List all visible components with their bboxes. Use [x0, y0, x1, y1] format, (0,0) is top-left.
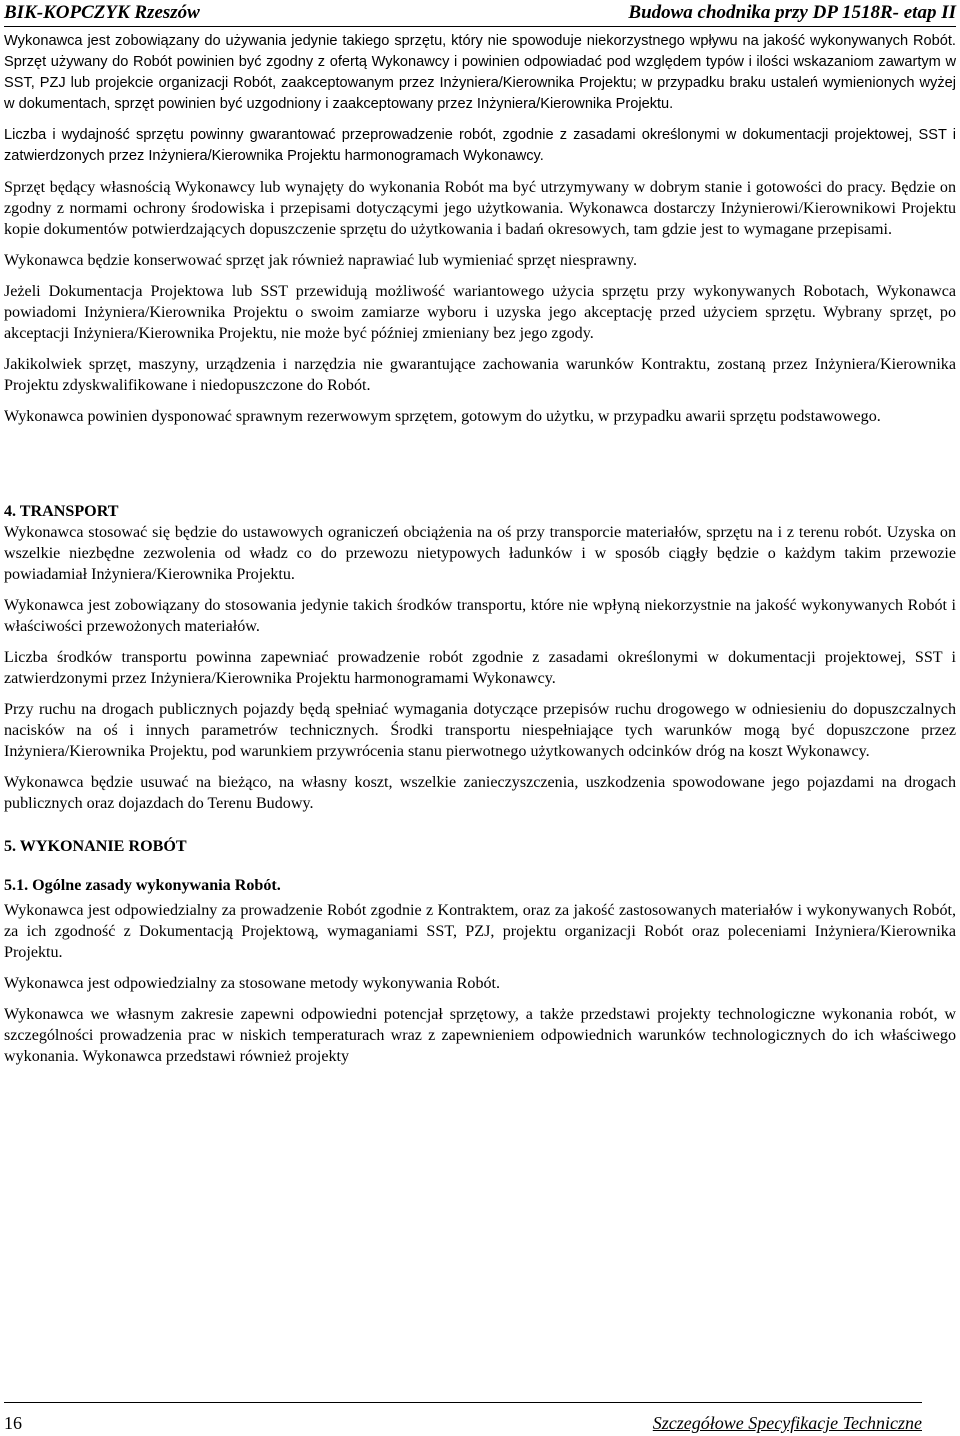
section-heading-execution: 5. WYKONANIE ROBÓT: [4, 838, 187, 855]
paragraph: Wykonawca powinien dysponować sprawnym rezerwowym sprzętem, gotowym do użytku, w przypadku awarii sprzętu podstawowego.: [4, 408, 881, 425]
paragraph: Jakikolwiek sprzęt, maszyny, urządzenia i narzędzia nie gwarantujące zachowania warunków Kontraktu, zostaną przez Inżyniera/Kierownika Projektu zdyskwalifikowane i niedopuszczone do Robót.: [4, 356, 956, 394]
page-content: [4, 31, 956, 1077]
paragraph: Wykonawca jest odpowiedzialny za prowadzenie Robót zgodnie z Kontraktem, oraz za jakość zastosowanych materiałów i wykonywanych Robót, za ich zgodność z Dokumentacją Projektową, wymaganiami SST, PZJ, projektu organizacji Robót oraz poleceniami Inżyniera/Kierownika Projektu.: [4, 902, 956, 961]
subsection-heading: 5.1. Ogólne zasady wykonywania Robót.: [4, 877, 281, 894]
paragraph: Przy ruchu na drogach publicznych pojazdy będą spełniać wymagania dotyczące przepisów ruchu drogowego w odniesieniu do dopuszczalnych nacisków na oś i innych parametrów technicznych. Środki transportu niespełniające tych warunków mogą być dopuszczone przez Inżyniera/Kierownika Projektu, pod warunkiem przywrócenia stanu pierwotnego użytkowanych odcinków dróg na koszt Wykonawcy.: [4, 701, 956, 760]
page-number: 16: [4, 1413, 22, 1433]
paragraph: Wykonawca jest zobowiązany do używania jedynie takiego sprzętu, który nie spowoduje niekorzystnego wpływu na jakość wykonywanych Robót. Sprzęt używany do Robót powinien być zgodny z ofertą Wykonawcy i powinien odpowiadać pod względem typów i ilości wskazaniom zawartym w SST, PZJ lub projekcie organizacji Robót, zaakceptowanym przez Inżyniera/Kierownika Projektu; w przypadku braku ustaleń wymienionych wyżej w dokumentach, sprzęt powinien być uzgodniony i zaakceptowany przez Inżyniera/Kierownika Projektu.: [4, 33, 956, 112]
paragraph: Sprzęt będący własnością Wykonawcy lub wynajęty do wykonania Robót ma być utrzymywany w dobrym stanie i gotowości do pracy. Będzie on zgodny z normami ochrony środowiska i przepisami dotyczącymi jego użytkowania. Wykonawca dostarczy Inżynierowi/Kierownikowi Projektu kopie dokumentów potwierdzających dopuszczenie sprzętu do użytkowania i badań okresowych, tam gdzie jest to wymagane przepisami.: [4, 179, 956, 238]
paragraph: Wykonawca będzie usuwać na bieżąco, na własny koszt, wszelkie zanieczyszczenia, uszkodzenia spowodowane jego pojazdami na drogach publicznych oraz dojazdach do Terenu Budowy.: [4, 774, 956, 812]
header-project-title: Budowa chodnika przy DP 1518R- etap II: [628, 2, 956, 23]
paragraph: Wykonawca we własnym zakresie zapewni odpowiedni potencjał sprzętowy, a także przedstawi projekty technologiczne wykonania robót, w szczególności prowadzenia prac w niskich temperaturach wraz z zapewnieniem odpowiednich warunków technologicznych do ich właściwego wykonania. Wykonawca przedstawi również projekty: [4, 1006, 956, 1065]
paragraph: Jeżeli Dokumentacja Projektowa lub SST przewidują możliwość wariantowego użycia sprzętu przy wykonywanych Robotach, Wykonawca powiadomi Inżyniera/Kierownika Projektu o swoim zamiarze wyboru i uzyska jego akceptację przed użyciem sprzętu. Wybrany sprzęt, po akceptacji Inżyniera/Kierownika Projektu, nie może być później zmieniany bez jego zgody.: [4, 283, 956, 342]
spacer: [4, 437, 956, 501]
header-company: BIK-KOPCZYK Rzeszów: [4, 2, 200, 23]
paragraph: Wykonawca stosować się będzie do ustawowych ograniczeń obciążenia na oś przy transporcie materiałów, sprzętu na i z terenu robót. Uzyska on wszelkie niezbędne zezwolenia od władz co do przewozu nietypowych ładunków i w sposób ciągły będzie o każdym takim przewozie powiadamiał Inżyniera/Kierownika Projektu.: [4, 524, 956, 583]
paragraph: Wykonawca jest zobowiązany do stosowania jedynie takich środków transportu, które nie wpłyną niekorzystnie na jakość wykonywanych Robót i właściwości przewożonych materiałów.: [4, 597, 956, 635]
section-heading-transport: 4. TRANSPORT: [4, 503, 119, 520]
paragraph: Wykonawca jest odpowiedzialny za stosowane metody wykonywania Robót.: [4, 975, 501, 992]
paragraph: Liczba i wydajność sprzętu powinny gwarantować przeprowadzenie robót, zgodnie z zasadami określonymi w dokumentacji projektowej, SST i zatwierdzonych przez Inżyniera/Kierownika Projektu harmonogramach Wykonawcy.: [4, 127, 956, 164]
footer-title: Szczegółowe Specyfikacje Techniczne: [652, 1413, 922, 1433]
page-header: [4, 0, 956, 27]
paragraph: Wykonawca będzie konserwować sprzęt jak również naprawiać lub wymieniać sprzęt niesprawny.: [4, 252, 637, 269]
page-footer: [4, 1402, 922, 1433]
spacer: [4, 824, 956, 836]
paragraph: Liczba środków transportu powinna zapewniać prowadzenie robót zgodnie z zasadami określonymi w dokumentacji projektowej, SST i zatwierdzonymi przez Inżyniera/Kierownika Projektu harmonogramami Wykonawcy.: [4, 649, 956, 687]
